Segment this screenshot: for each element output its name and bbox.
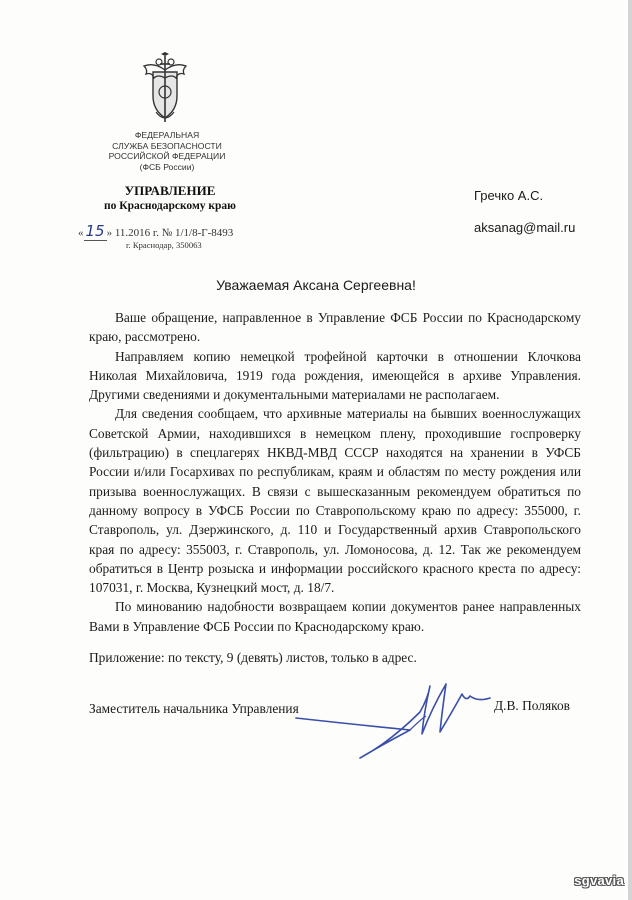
letter-body [89, 308, 581, 636]
handwritten-signature [290, 672, 510, 764]
body-paragraph: Для сведения сообщаем, что архивные материалы на бывших военнослужащих Советской Армии, находившихся в немецком плену, проходившие госпроверку (фильтрацию) в спецлагерях НКВД-МВД СССР находятся на хранении в УФСБ России и/или Госархивах по республикам, краям и областям по месту рождения или призыва военнослужащих. В связи с вышесказанным рекомендуем обратиться по данному вопросу в УФСБ России по Ставропольскому краю по адресу: 355000, г. Ставрополь, ул. Дзержинского, д. 110 и Государственный архив Ставропольского края по адресу: 355003, г. Ставрополь, ул. Ломоносова, д. 12. Так же рекомендуем обратиться в Центр розыска и информации российского красного креста по адресу: 107031, г. Москва, Кузнецкий мост, д. 18/7. [89, 406, 581, 596]
addressee-email: aksanag@mail.ru [474, 220, 576, 235]
signatory-name: Д.В. Поляков [494, 698, 570, 713]
body-paragraph: Ваше обращение, направленное в Управление ФСБ России по Краснодарскому краю, рассмотрено. [89, 310, 581, 345]
org-line: ФЕДЕРАЛЬНАЯ [134, 130, 200, 140]
addressee-name: Гречко А.С. [474, 188, 544, 203]
org-line: РОССИЙСКОЙ ФЕДЕРАЦИИ [108, 151, 226, 162]
org-line: (ФСБ России) [139, 161, 195, 172]
sender-city: г. Краснодар, 350063 [126, 240, 202, 250]
signatory-title: Заместитель начальника Управления [89, 701, 299, 716]
organization-name [92, 130, 242, 172]
scan-edge [628, 0, 632, 900]
attachment-note: Приложение: по тексту, 9 (девять) листов, только в адрес. [89, 650, 417, 665]
greeting: Уважаемая Аксана Сергеевна! [216, 277, 416, 293]
reference-day-handwritten: 15 [85, 222, 105, 240]
department-name [70, 183, 270, 214]
reference-date-number: » 11.2016 г. № 1/1/8-Г-8493 [106, 227, 234, 239]
body-paragraph: Направляем копию немецкой трофейной карточки в отношении Клочкова Николая Михайловича, 1919 года рождения, имеющейся в архиве Управления. Другими сведениями и документальными материалами не располагаем. [89, 348, 581, 403]
outgoing-reference [78, 222, 233, 240]
department-title: УПРАВЛЕНИЕ [124, 183, 216, 198]
org-line: СЛУЖБА БЕЗОПАСНОСТИ [112, 140, 222, 151]
reference-open-quote: « [78, 227, 84, 239]
body-paragraph: По минованию надобности возвращаем копии документов ранее направленных Вами в Управление ФСБ России по Краснодарскому краю. [89, 599, 581, 634]
fsb-emblem-icon [136, 52, 194, 126]
watermark: sgvavia [574, 873, 624, 888]
department-region: по Краснодарскому краю [104, 200, 236, 212]
